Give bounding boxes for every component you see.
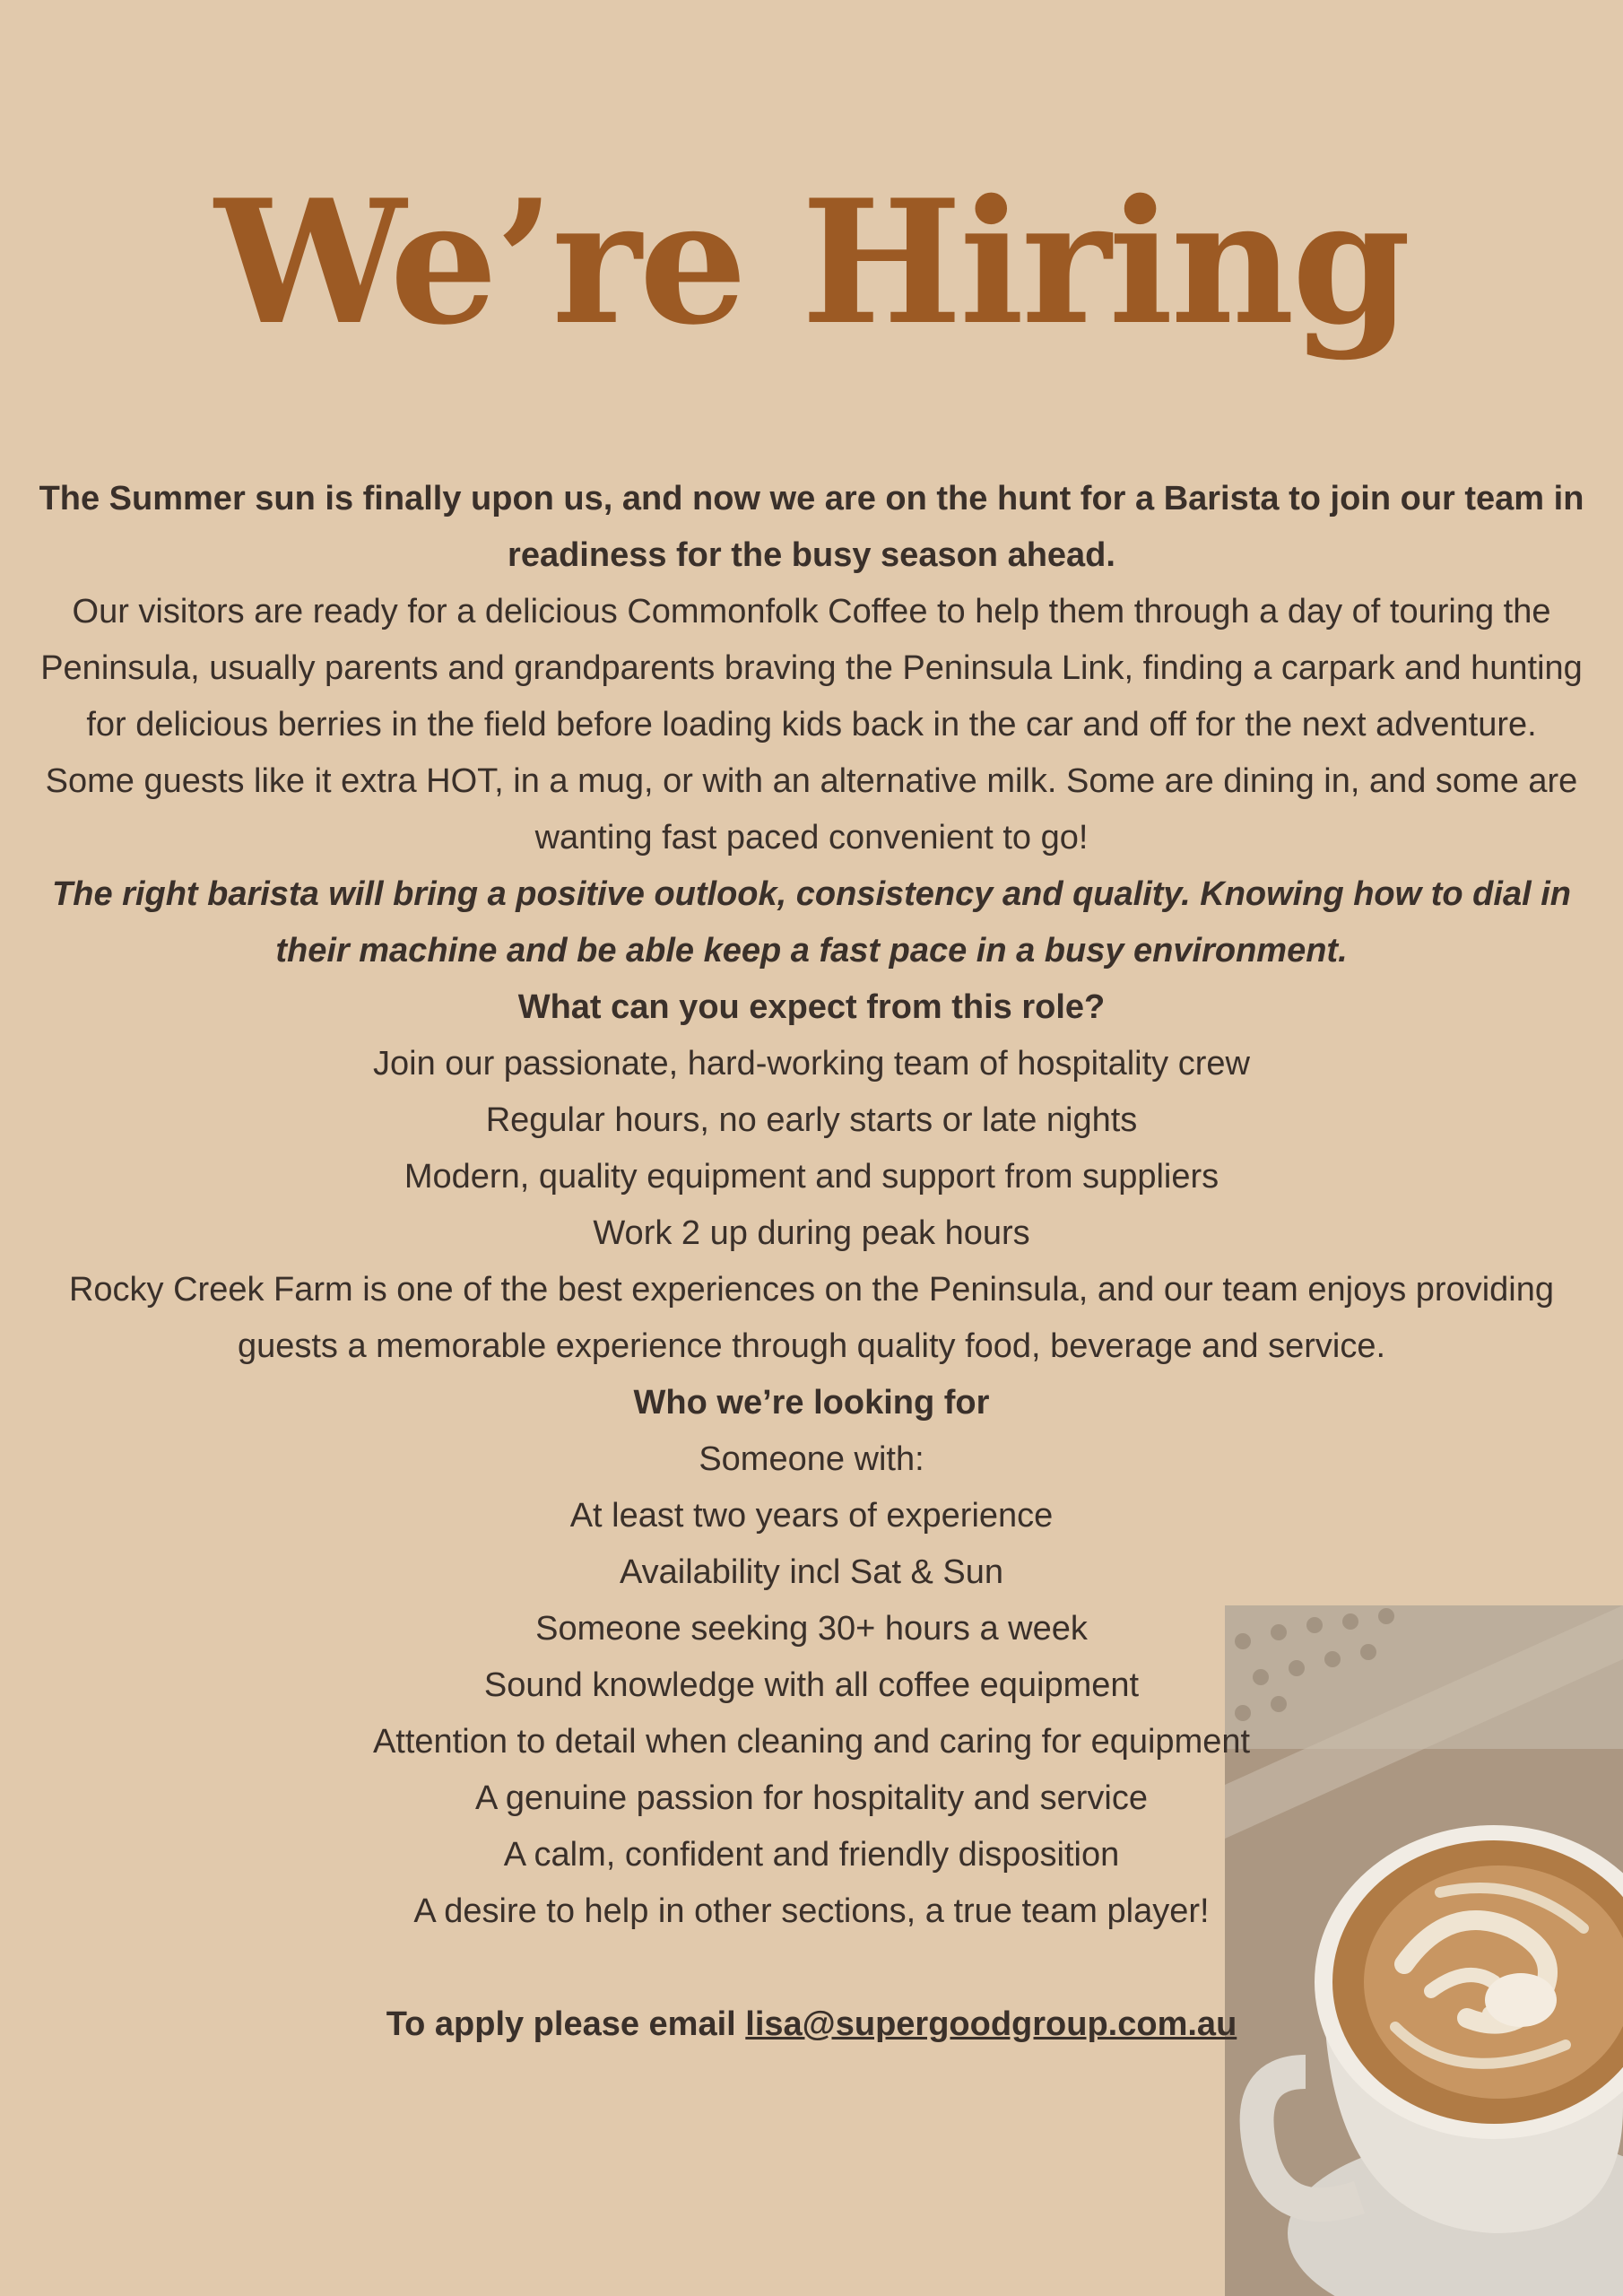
requirement-item: Attention to detail when cleaning and caring for equipment: [372, 1723, 1251, 1761]
requirement-item: A calm, confident and friendly disposition: [503, 1836, 1120, 1874]
expect-item: Regular hours, no early starts or late nights: [485, 1101, 1138, 1139]
requirement-item: Availability incl Sat & Sun: [619, 1553, 1004, 1591]
expect-item: Modern, quality equipment and support from suppliers: [404, 1158, 1219, 1196]
apply-text: To apply please email: [386, 2005, 746, 2043]
intro-text: The Summer sun is finally upon us, and now we are on the hunt for a Barista to join our team in readiness for the busy season ahead.: [39, 480, 1584, 574]
apply-line: [34, 1996, 1589, 2053]
farm-paragraph: Rocky Creek Farm is one of the best experiences on the Peninsula, and our team enjoys providing guests a memorable experience through quality food, beverage and service.: [68, 1271, 1554, 1365]
expect-item: Work 2 up during peak hours: [593, 1214, 1030, 1252]
expect-heading: What can you expect from this role?: [517, 988, 1106, 1026]
page-title: We’re Hiring: [214, 162, 1409, 362]
looking-lead: Someone with:: [699, 1440, 924, 1478]
requirement-item: At least two years of experience: [569, 1497, 1054, 1535]
apply-email-link[interactable]: lisa@supergoodgroup.com.au: [745, 2005, 1237, 2043]
expect-item: Join our passionate, hard-working team of hospitality crew: [373, 1045, 1250, 1083]
requirement-item: Someone seeking 30+ hours a week: [535, 1610, 1088, 1648]
right-barista-paragraph: The right barista will bring a positive outlook, consistency and quality. Knowing how to dial in their machine and be able keep a fast pace in a busy environment.: [52, 875, 1571, 970]
flyer-body: [34, 471, 1589, 2053]
guests-paragraph: Some guests like it extra HOT, in a mug, or with an alternative milk. Some are dining in, and some are wanting fast paced convenient to go!: [45, 762, 1578, 857]
requirement-item: A genuine passion for hospitality and service: [475, 1779, 1148, 1817]
requirement-item: Sound knowledge with all coffee equipment: [483, 1666, 1140, 1704]
visitors-paragraph: Our visitors are ready for a delicious Commonfolk Coffee to help them through a day of touring the Peninsula, usually parents and grandparents braving the Peninsula Link, finding a carpark and hunting for delicious berries in the field before loading kids back in the car and off for the next adventure.: [40, 593, 1583, 744]
looking-heading: Who we’re looking for: [633, 1384, 990, 1422]
requirement-item: A desire to help in other sections, a true team player!: [413, 1892, 1210, 1930]
